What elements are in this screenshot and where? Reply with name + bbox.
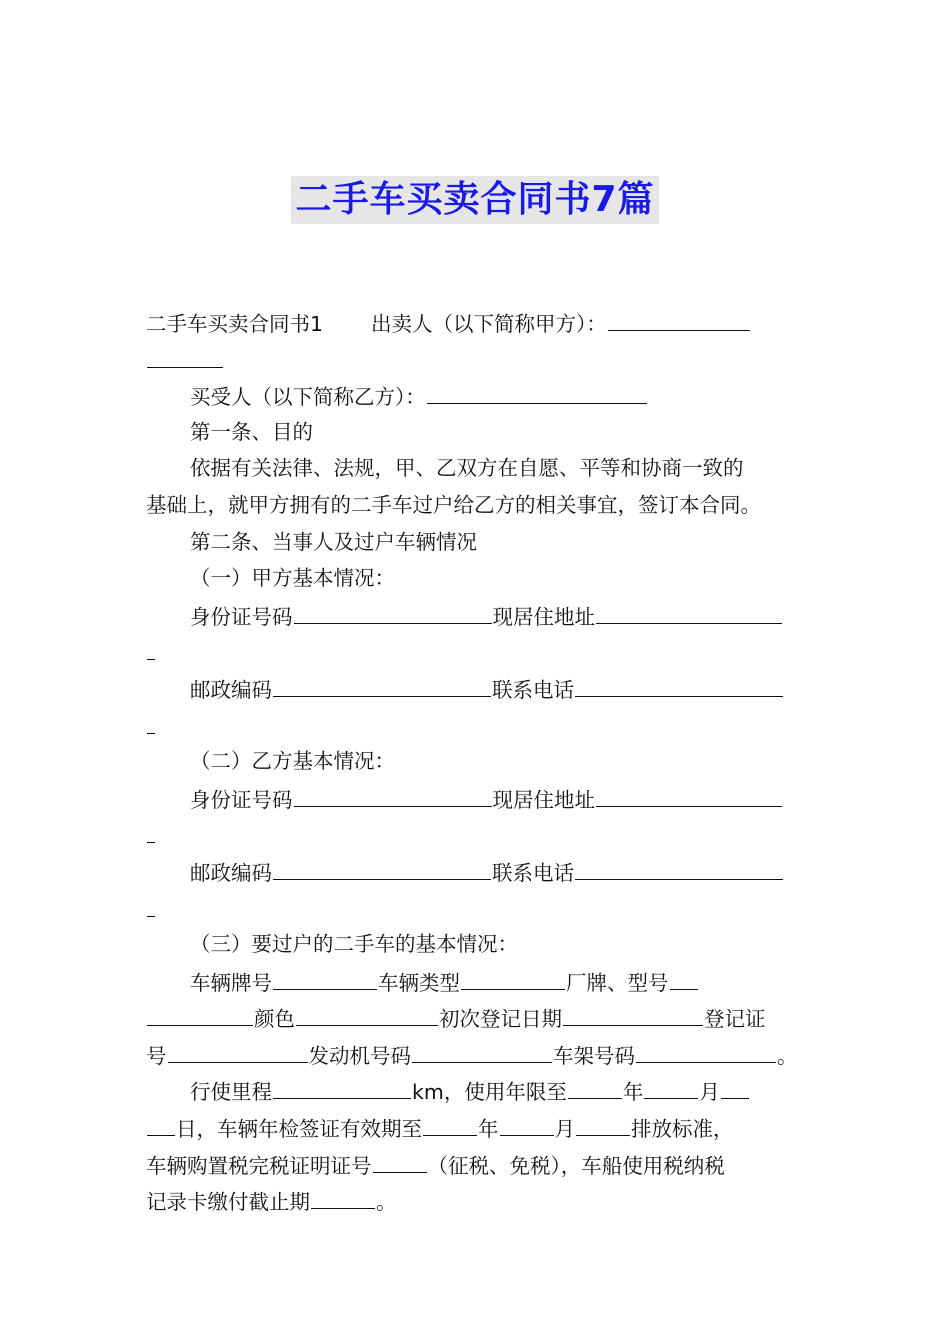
blank-field: [311, 1182, 375, 1209]
paragraph-text: 基础上，就甲方拥有的二手车过户给乙方的相关事宜，签订本合同。: [146, 492, 761, 517]
buyer-label: 买受人（以下简称乙方）：: [190, 385, 426, 410]
text-line: [146, 597, 810, 634]
text-line: [146, 1036, 810, 1073]
paragraph-text: 依据有关法律、法规，甲、乙双方在自愿、平等和协商一致的: [190, 456, 744, 481]
blank-field: [147, 707, 155, 734]
blank-field: [273, 670, 491, 697]
blank-field: [644, 1072, 698, 1099]
field-label: 现居住地址: [492, 787, 595, 812]
section-heading: （三）要过户的二手车的基本情况：: [190, 932, 518, 957]
blank-field: [596, 597, 782, 624]
field-label: （征税、免税），车船使用税纳税: [427, 1153, 725, 1178]
blank-field: [575, 670, 783, 697]
field-label: 行使里程: [190, 1080, 272, 1105]
document-title-wrap: [0, 176, 950, 224]
text-line: [146, 780, 810, 817]
text-line: [146, 304, 810, 341]
text-line: [146, 743, 810, 780]
contract-heading: 二手车买卖合同书1: [146, 312, 324, 336]
blank-field: [273, 1072, 411, 1099]
blank-field: [596, 780, 782, 807]
text-line: [146, 1182, 810, 1219]
field-label: 号: [146, 1043, 167, 1068]
field-label: km，使用年限至: [412, 1080, 567, 1105]
text-line: [146, 377, 810, 414]
blank-field: [427, 377, 647, 404]
blank-field: [412, 1036, 552, 1063]
field-label: 车辆购置税完税证明证号: [146, 1153, 372, 1178]
blank-field: [423, 1109, 477, 1136]
text-line: [146, 1109, 810, 1146]
blank-field: [563, 999, 703, 1026]
text-line: [146, 341, 810, 378]
article-2-heading: 第二条、当事人及过户车辆情况: [190, 529, 477, 554]
blank-field: [273, 853, 491, 880]
field-label: 初次登记日期: [439, 1007, 562, 1032]
blank-field: [636, 1036, 776, 1063]
blank-field: [296, 999, 438, 1026]
field-label: 身份证号码: [190, 787, 293, 812]
blank-field: [147, 633, 155, 660]
field-label: 颜色: [254, 1007, 295, 1032]
text-line: [146, 1072, 810, 1109]
text-line: [146, 524, 810, 561]
blank-field: [461, 963, 565, 990]
blank-field: [273, 963, 377, 990]
blank-field: [568, 1072, 622, 1099]
text-line: [146, 816, 810, 853]
field-label: 现居住地址: [492, 604, 595, 629]
blank-field: [147, 341, 223, 368]
field-label: 车辆类型: [378, 970, 460, 995]
field-label: 记录卡缴付截止期: [146, 1190, 310, 1215]
blank-field: [670, 963, 698, 990]
field-label: 月: [554, 1117, 575, 1142]
blank-field: [294, 597, 492, 624]
blank-field: [147, 890, 155, 917]
field-label: 日，车辆年检签证有效期至: [176, 1117, 422, 1142]
text-line: [146, 890, 810, 927]
text-line: [146, 450, 810, 487]
text-line: [146, 414, 810, 451]
text-line: [146, 1146, 810, 1183]
document-title: 二手车买卖合同书7篇: [291, 176, 658, 224]
field-label: 车辆牌号: [190, 970, 272, 995]
blank-field: [373, 1146, 427, 1173]
field-label: 排放标准，: [631, 1117, 734, 1142]
text-line: [146, 853, 810, 890]
field-label: 登记证: [704, 1007, 766, 1032]
field-label: 发动机号码: [308, 1043, 411, 1068]
section-heading: （一）甲方基本情况：: [190, 566, 395, 591]
document-body: [146, 304, 810, 1219]
blank-field: [721, 1072, 749, 1099]
text-line: [146, 963, 810, 1000]
blank-field: [147, 999, 253, 1026]
text-line: [146, 633, 810, 670]
field-label: 年: [478, 1117, 499, 1142]
text-line: [146, 999, 810, 1036]
field-label: 联系电话: [492, 860, 574, 885]
field-label: 邮政编码: [190, 677, 272, 702]
field-label: 车架号码: [553, 1043, 635, 1068]
blank-field: [147, 1109, 175, 1136]
blank-field: [576, 1109, 630, 1136]
field-label: 邮政编码: [190, 860, 272, 885]
blank-field: [168, 1036, 308, 1063]
field-label: 年: [622, 1080, 644, 1105]
blank-field: [147, 816, 155, 843]
blank-field: [608, 304, 750, 331]
punctuation: 。: [376, 1190, 397, 1215]
seller-label: 出卖人（以下简称甲方）：: [371, 312, 607, 336]
field-label: 厂牌、型号: [566, 970, 669, 995]
field-label: 身份证号码: [190, 604, 293, 629]
text-line: [146, 560, 810, 597]
section-heading: （二）乙方基本情况：: [190, 749, 395, 774]
text-line: [146, 487, 810, 524]
text-line: [146, 707, 810, 744]
text-line: [146, 670, 810, 707]
article-1-heading: 第一条、目的: [190, 419, 313, 444]
blank-field: [500, 1109, 554, 1136]
text-line: [146, 926, 810, 963]
field-label: 联系电话: [492, 677, 574, 702]
blank-field: [294, 780, 492, 807]
punctuation: 。: [777, 1043, 798, 1068]
blank-field: [575, 853, 783, 880]
field-label: 月: [699, 1080, 720, 1105]
